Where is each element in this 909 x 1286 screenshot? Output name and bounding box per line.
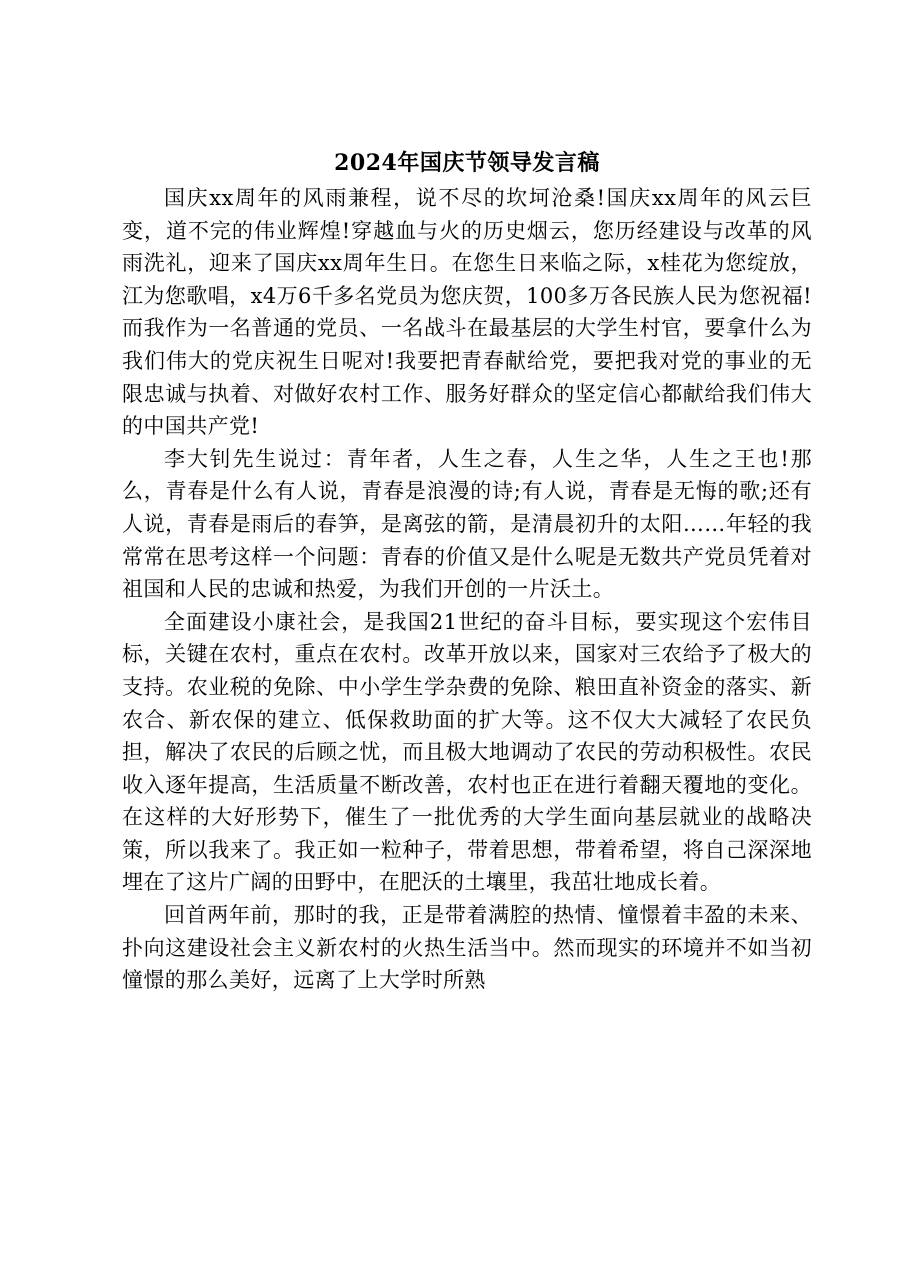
paragraph-2: 李大钊先生说过：青年者，人生之春，人生之华，人生之王也!那么，青春是什么有人说，青春是浪漫的诗;有人说，青春是无悔的歌;还有人说，青春是雨后的春笋，是离弦的箭，是清晨初升的太阳……年轻的我常常在思考这样一个问题：青春的价值又是什么呢是无数共产党员凭着对祖国和人民的忠诚和热爱，为我们开创的一片沃土。	[122, 446, 812, 602]
paragraph-1: 国庆xx周年的风雨兼程，说不尽的坎坷沧桑!国庆xx周年的风云巨变，道不完的伟业辉煌!穿越血与火的历史烟云，您历经建设与改革的风雨洗礼，迎来了国庆xx周年生日。在您生日来临之际，x桂花为您绽放，江为您歌唱，x4万6千多名党员为您庆贺，100多万各民族人民为您祝福!而我作为一名普通的党员、一名战斗在最基层的大学生村官，要拿什么为我们伟大的党庆祝生日呢对!我要把青春献给党，要把我对党的事业的无限忠诚与执着、对做好农村工作、服务好群众的坚定信心都献给我们伟大的中国共产党!	[122, 186, 812, 439]
paragraph-4: 回首两年前，那时的我，正是带着满腔的热情、憧憬着丰盈的未来、扑向这建设社会主义新农村的火热生活当中。然而现实的环境并不如当初憧憬的那么美好，远离了上大学时所熟	[122, 903, 812, 993]
document-title: 2024年国庆节领导发言稿	[334, 150, 600, 176]
document-page	[122, 148, 812, 997]
paragraph-3: 全面建设小康社会，是我国21世纪的奋斗目标，要实现这个宏伟目标，关键在农村，重点在农村。改革开放以来，国家对三农给予了极大的支持。农业税的免除、中小学生学杂费的免除、粮田直补资金的落实、新农合、新农保的建立、低保救助面的扩大等。这不仅大大减轻了农民负担，解决了农民的后顾之忧，而且极大地调动了农民的劳动积极性。农民收入逐年提高，生活质量不断改善，农村也正在进行着翻天覆地的变化。在这样的大好形势下，催生了一批优秀的大学生面向基层就业的战略决策，所以我来了。我正如一粒种子，带着思想，带着希望，将自己深深地埋在了这片广阔的田野中，在肥沃的土壤里，我茁壮地成长着。	[122, 609, 812, 895]
